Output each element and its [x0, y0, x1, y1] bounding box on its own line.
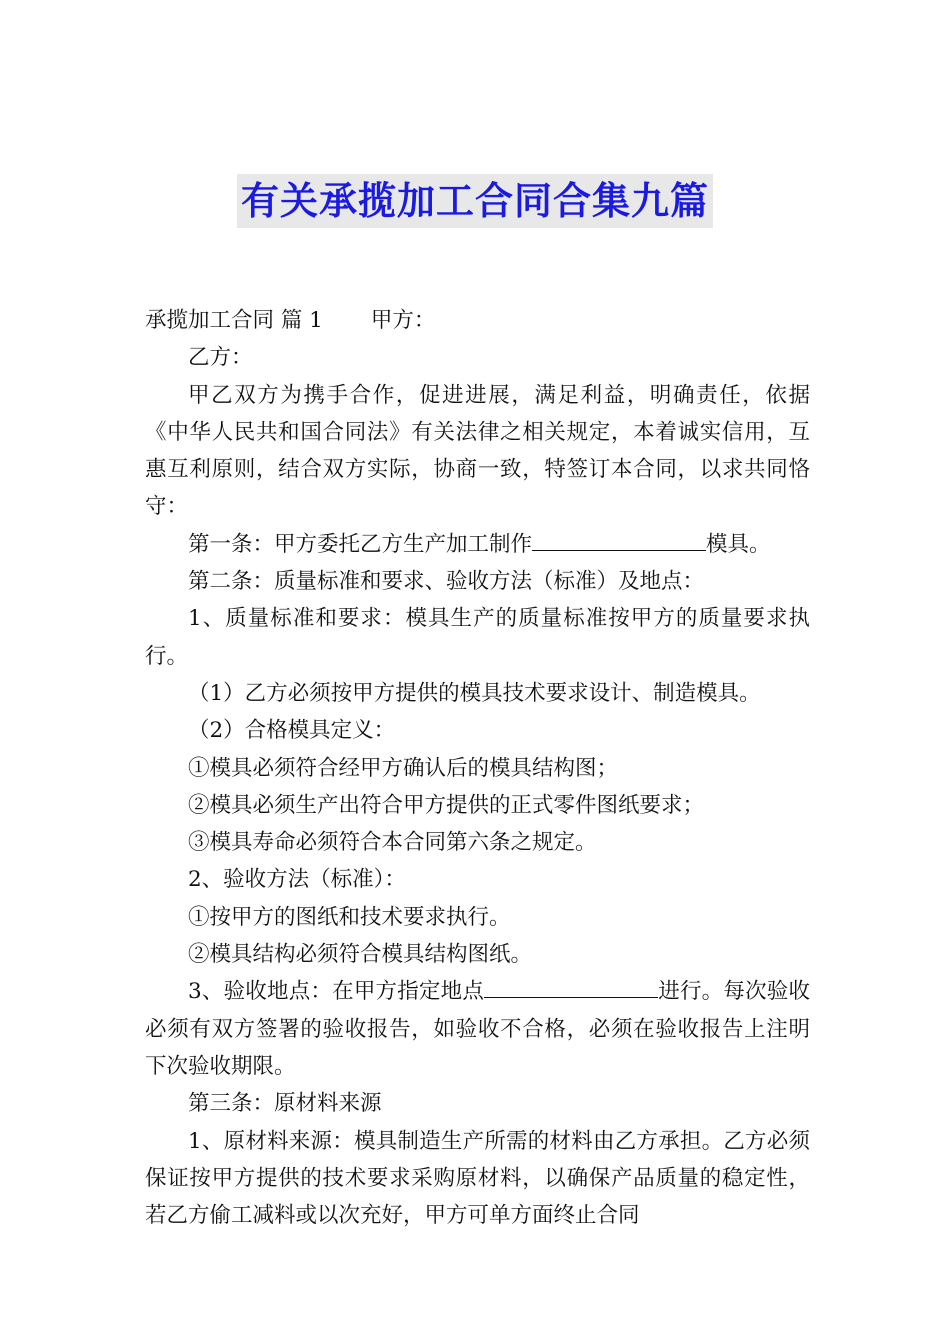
clause-quality-standard: 1、质量标准和要求：模具生产的质量标准按甲方的质量要求执行。 [145, 606, 810, 669]
location-text: 3、验收地点：在甲方指定地点 [188, 979, 485, 1005]
party-a-label: 甲方： [370, 308, 436, 333]
party-b-label: 乙方： [188, 345, 253, 371]
list-item: ②模具结构必须符合模具结构图纸。 [188, 942, 533, 968]
clause-design-requirement: （1）乙方必须按甲方提供的模具技术要求设计、制造模具。 [188, 680, 761, 706]
preamble-paragraph: 甲乙双方为携手合作，促进进展，满足利益，明确责任，依据《中华人民共和国合同法》有关法律之相关规定，本着诚实信用，互惠互利原则，结合双方实际，协商一致，特签订本合同，以求共同恪守： [145, 382, 810, 520]
list-item: ②模具必须生产出符合甲方提供的正式零件图纸要求； [188, 792, 705, 818]
clause-material-source: 1、原材料来源：模具制造生产所需的材料由乙方承担。乙方必须保证按甲方提供的技术要求采购原材料，以确保产品质量的稳定性，若乙方偷工减料或以次充好，甲方可单方面终止合同 [145, 1128, 810, 1229]
contract-section-label: 承揽加工合同 篇 1 [145, 308, 323, 333]
list-item: ①按甲方的图纸和技术要求执行。 [188, 904, 511, 930]
title-area [0, 174, 950, 228]
document-title: 有关承揽加工合同合集九篇 [237, 174, 713, 228]
article-2-heading: 第二条：质量标准和要求、验收方法（标准）及地点： [188, 569, 705, 595]
clause-acceptance-method: 2、验收方法（标准）： [188, 867, 406, 893]
list-item: ①模具必须符合经甲方确认后的模具结构图； [188, 755, 619, 781]
article-3-heading: 第三条：原材料来源 [188, 1091, 382, 1117]
clause-acceptance-location [145, 973, 810, 1085]
article-1 [145, 526, 810, 563]
article-1-text: 第一条：甲方委托乙方生产加工制作 [188, 531, 533, 557]
fill-in-blank [532, 532, 706, 551]
list-item: ③模具寿命必须符合本合同第六条之规定。 [188, 830, 597, 856]
location-suffix: 进行。每次验收必须有双方签署的验收报告，如验收不合格，必须在验收报告上注明下次验收期限。 [145, 979, 810, 1079]
document-body [145, 302, 810, 1234]
contract-heading-line [145, 302, 810, 339]
article-1-suffix: 模具。 [706, 531, 771, 557]
fill-in-blank [484, 979, 658, 998]
clause-qualified-definition: （2）合格模具定义： [188, 718, 396, 744]
